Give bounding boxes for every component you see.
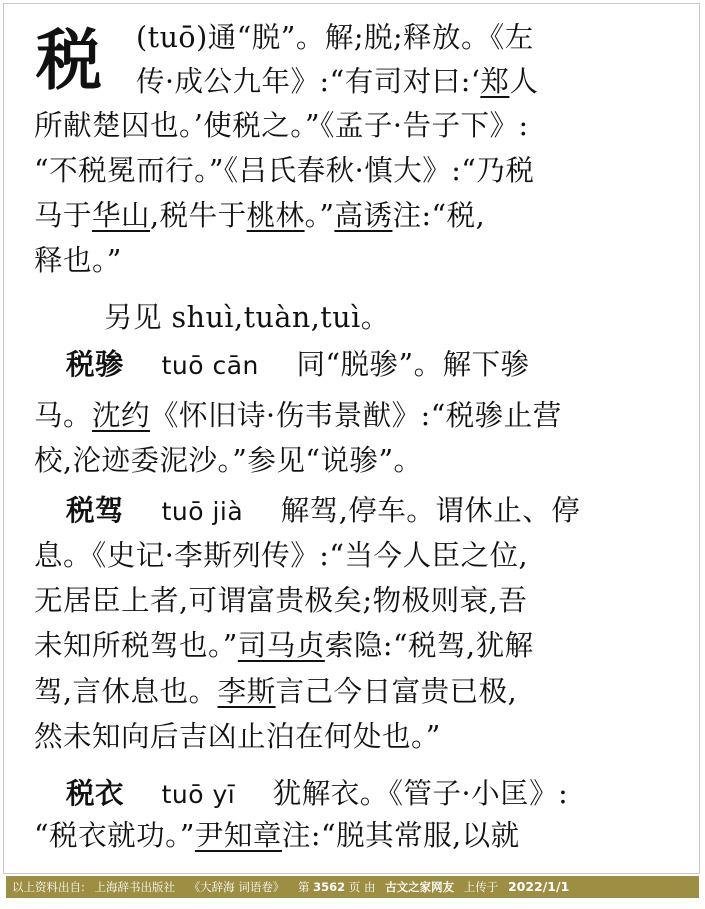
entry-line-2-text: 传·成公九年》:“有司对曰:‘	[136, 65, 481, 98]
sub-entry-2-line-5-a: 驾,言休息也。	[34, 675, 218, 708]
footer-upload-label: 上传于	[463, 880, 499, 894]
sub-entry-2-line-4-a: 未知所税驾也。”	[34, 629, 238, 662]
entry-line-5-d: 注:“税,	[392, 199, 486, 232]
sub-entry-1-head: 税骖	[66, 347, 125, 381]
underlined-person: 尹知章	[194, 819, 282, 852]
source-footer	[6, 876, 699, 898]
underlined-person: 沈约	[92, 399, 151, 432]
sub-entry-2-line-1	[66, 490, 580, 532]
footer-date: 2022/1/1	[507, 879, 570, 894]
sub-entry-2-line-2: 息。《史记·李斯列传》:“当今人臣之位,	[34, 539, 529, 572]
entry-line-2	[136, 62, 538, 102]
entry-line-5	[34, 196, 485, 236]
sub-entry-2-line-3: 无居臣上者,可谓富贵极矣;物极则衰,吾	[34, 584, 528, 617]
underlined-person: 高诱	[334, 199, 393, 232]
sub-entry-2-definition: 解驾,停车。谓休止、停	[280, 494, 581, 527]
entry-line-4: “不税冕而行。”《吕氏春秋·慎大》:“乃税	[34, 154, 535, 187]
sub-entry-3-line-2	[34, 816, 520, 856]
entry-line-5-c: 。”	[304, 199, 335, 232]
footer-page-number: 3562	[313, 880, 346, 894]
sub-entry-1-line-2-a: 马。	[34, 399, 93, 432]
entry-line-1-text: (tuō)通“脱”。解;脱;释放。《左	[136, 21, 534, 54]
entry-line-5-a: 马于	[34, 199, 93, 232]
sub-entry-1-line-2-b: 《怀旧诗·伤韦景猷》:“税骖止营	[150, 399, 562, 432]
sub-entry-2-line-5	[34, 672, 517, 712]
see-also-line: 另见 shuì,tuàn,tuì。	[104, 301, 390, 334]
sub-entry-3-line-1	[66, 773, 568, 815]
entry-line-6: 释也。”	[34, 244, 122, 277]
sub-entry-2-line-6: 然未知向后吉凶止泊在何处也。”	[34, 720, 441, 753]
sub-entry-1-line-1	[66, 344, 530, 386]
underlined-person: 司马贞	[237, 629, 325, 662]
entry-line-5-b: ,税牛于	[150, 199, 247, 232]
sub-entry-3-line-2-a: “税衣就功。”	[34, 819, 195, 852]
footer-page-suffix: 页 由	[348, 880, 376, 894]
sub-entry-1-pinyin: tuō cān	[161, 351, 259, 380]
sub-entry-3-pinyin: tuō yī	[161, 780, 236, 809]
sub-entry-1-definition: 同“脱骖”。解下骖	[296, 348, 530, 381]
underlined-name: 郑	[480, 65, 510, 98]
footer-source-label: 以上资料出自:	[12, 880, 85, 894]
sub-entry-2-line-4-b: 索隐:“税驾,犹解	[324, 629, 534, 662]
entry-line-2-tail: 人	[509, 65, 539, 98]
sub-entry-3-definition: 犹解衣。《管子·小匡》:	[272, 777, 569, 810]
footer-publisher[interactable]: 上海辞书出版社	[94, 880, 176, 894]
sub-entry-3-head: 税衣	[66, 776, 125, 810]
underlined-person: 李斯	[217, 675, 276, 708]
entry-line-3: 所献楚囚也。’使税之。”《孟子·告子下》:	[34, 109, 529, 142]
sub-entry-2-line-5-b: 言己今日富贵已极,	[275, 675, 518, 708]
headword: 税	[36, 21, 102, 99]
footer-book[interactable]: 《大辞海 词语卷》	[188, 880, 285, 894]
sub-entry-3-line-2-b: 注:“脱其常服,以就	[281, 819, 520, 852]
entry-line-1	[136, 18, 534, 58]
sub-entry-1-line-2	[34, 396, 562, 436]
footer-site[interactable]: 古文之家网友	[385, 880, 455, 894]
footer-page-prefix: 第	[298, 880, 310, 894]
sub-entry-1-line-3: 校,沦迹委泥沙。”参见“说骖”。	[34, 444, 423, 477]
sub-entry-2-head: 税驾	[66, 493, 125, 527]
underlined-place-1: 华山	[92, 199, 151, 232]
sub-entry-2-line-4	[34, 626, 534, 666]
sub-entry-2-pinyin: tuō jià	[161, 497, 244, 526]
underlined-place-2: 桃林	[246, 199, 305, 232]
